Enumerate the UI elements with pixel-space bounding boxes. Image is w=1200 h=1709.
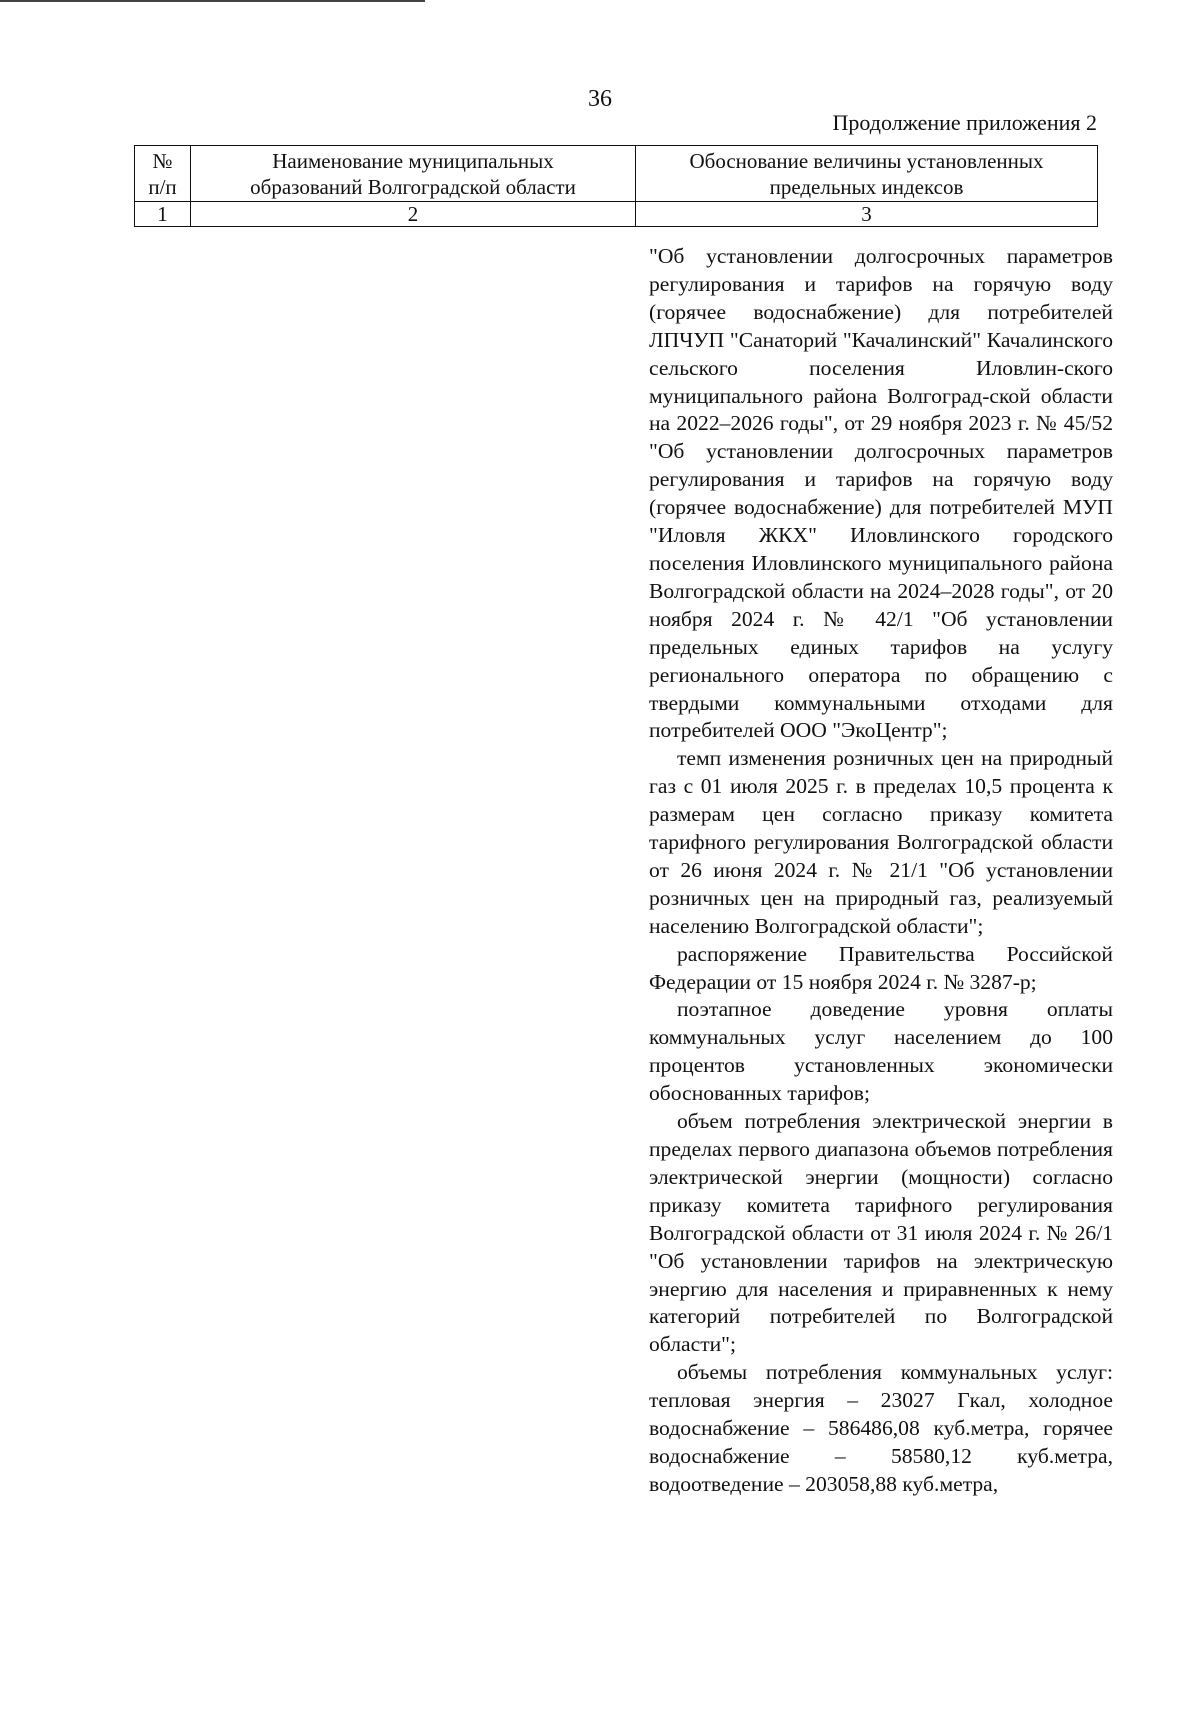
header-col-justification xyxy=(636,146,1098,202)
continuation-label: Продолжение приложения 2 xyxy=(832,110,1097,135)
index-cell-2: 2 xyxy=(191,202,636,227)
justification-paragraph: распоряжение Правительства Российской Федерации от 15 ноября 2024 г. № 3287-р; xyxy=(649,941,1113,994)
header-col-number-line1: № xyxy=(152,149,173,173)
justification-paragraph: "Об установлении долгосрочных параметров регулирования и тарифов на горячую воду (горячее водоснабжение) для потребителей ЛПЧУП "Санаторий "Качалинский" Качалинского сельского поселения Иловлин-ского муниципального района Волгоград-ской области на 2022–2026 годы", от 29 ноября 2023 г. № 45/52 "Об установлении долгосрочных параметров регулирования и тарифов на горячую воду (горячее водоснабжение) для потребителей МУП "Иловля ЖКХ" Иловлинского городского поселения Иловлинского муниципального района Волгоградской области на 2024–2028 годы", от 20 ноября 2024 г. № 42/1 "Об установлении предельных единых тарифов на услугу регионального оператора по обращению с твердыми коммунальными отходами для потребителей ООО "ЭкоЦентр"; xyxy=(649,244,1113,743)
header-col-justification-line2: предельных индексов xyxy=(769,175,964,199)
scan-edge-line xyxy=(0,0,425,2)
index-cell-3: 3 xyxy=(636,202,1098,227)
justification-paragraph: объем потребления электрической энергии в пределах первого диапазона объемов потребления электрической энергии (мощности) согласно приказу комитета тарифного регулирования Волгоградской области от 31 июля 2024 г. № 26/1 "Об установлении тарифов на электрическую энергию для населения и приравненных к нему категорий потребителей по Волгоградской области"; xyxy=(649,1109,1113,1357)
justification-paragraph: объемы потребления коммунальных услуг: тепловая энергия – 23027 Гкал, холодное водоснабжение – 586486,08 куб.метра, горячее водоснабжение – 58580,12 куб.метра, водоотведение – 203058,88 куб.метра, xyxy=(649,1360,1113,1496)
header-col-number-line2: п/п xyxy=(148,175,177,199)
justification-column-text xyxy=(649,243,1113,1499)
justification-paragraph: поэтапное доведение уровня оплаты коммунальных услуг населением до 100 процентов установленных экономически обоснованных тарифов; xyxy=(649,997,1113,1106)
header-col-municipality-line1: Наименование муниципальных xyxy=(272,149,554,173)
header-col-justification-line1: Обоснование величины установленных xyxy=(689,149,1044,173)
header-col-municipality-line2: образований Волгоградской области xyxy=(250,175,576,199)
justification-paragraph: темп изменения розничных цен на природный газ с 01 июля 2025 г. в пределах 10,5 процента к размерам цен согласно приказу комитета тарифного регулирования Волгоградской области от 26 июня 2024 г. № 21/1 "Об установлении розничных цен на природный газ, реализуемый населению Волгоградской области"; xyxy=(649,746,1113,938)
page-number: 36 xyxy=(588,86,612,112)
header-col-municipality xyxy=(191,146,636,202)
table-index-row xyxy=(135,202,1098,227)
appendix-table-header xyxy=(134,145,1098,227)
table-header-row xyxy=(135,146,1098,202)
header-col-number xyxy=(135,146,191,202)
index-cell-1: 1 xyxy=(135,202,191,227)
